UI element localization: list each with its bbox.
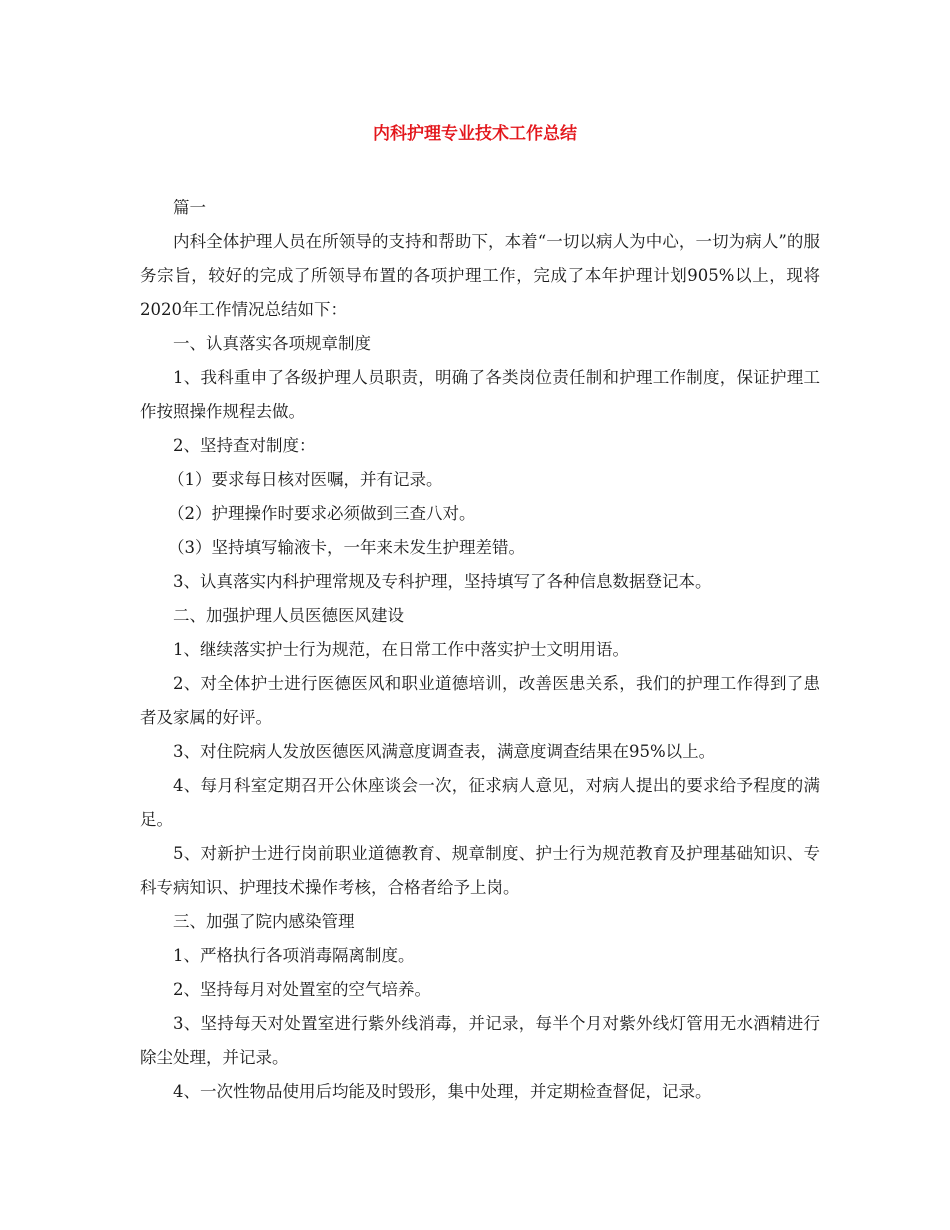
paragraph: 3、坚持每天对处置室进行紫外线消毒，并记录，每半个月对紫外线灯管用无水酒精进行除尘处理，并记录。	[140, 1014, 820, 1067]
paragraph: 3、对住院病人发放医德医风满意度调查表，满意度调查结果在95%以上。	[173, 742, 716, 761]
paragraph: 4、每月科室定期召开公休座谈会一次，征求病人意见，对病人提出的要求给予程度的满足。	[140, 776, 820, 829]
sub-item: （3）坚持填写输液卡，一年来未发生护理差错。	[168, 538, 526, 557]
document-title: 内科护理专业技术工作总结	[373, 124, 577, 144]
document-body	[140, 191, 820, 1109]
paragraph: 2、坚持查对制度：	[173, 436, 316, 455]
paragraph: 5、对新护士进行岗前职业道德教育、规章制度、护士行为规范教育及护理基础知识、专科专病知识、护理技术操作考核，合格者给予上岗。	[140, 844, 820, 897]
sub-item: （2）护理操作时要求必须做到三查八对。	[168, 504, 476, 523]
sub-item: （1）要求每日核对医嘱，并有记录。	[168, 470, 443, 489]
paragraph: 4、一次性物品使用后均能及时毁形，集中处理，并定期检查督促，记录。	[173, 1082, 712, 1101]
section-heading: 二、加强护理人员医德医风建设	[173, 606, 404, 625]
section-heading: 一、认真落实各项规章制度	[173, 334, 371, 353]
intro-paragraph: 内科全体护理人员在所领导的支持和帮助下，本着“一切以病人为中心，一切为病人”的服务宗旨，较好的完成了所领导布置的各项护理工作，完成了本年护理计划905%以上，现将2020年工作情况总结如下：	[140, 232, 820, 319]
paragraph: 2、坚持每月对处置室的空气培养。	[173, 980, 431, 999]
paragraph: 1、我科重申了各级护理人员职责，明确了各类岗位责任制和护理工作制度，保证护理工作按照操作规程去做。	[140, 368, 820, 421]
paragraph: 2、对全体护士进行医德医风和职业道德培训，改善医患关系，我们的护理工作得到了患者及家属的好评。	[140, 674, 820, 727]
paragraph: 3、认真落实内科护理常规及专科护理，坚持填写了各种信息数据登记本。	[173, 572, 712, 591]
paragraph: 1、严格执行各项消毒隔离制度。	[173, 946, 415, 965]
section-label: 篇一	[173, 198, 206, 217]
section-heading: 三、加强了院内感染管理	[173, 912, 355, 931]
paragraph: 1、继续落实护士行为规范，在日常工作中落实护士文明用语。	[173, 640, 629, 659]
